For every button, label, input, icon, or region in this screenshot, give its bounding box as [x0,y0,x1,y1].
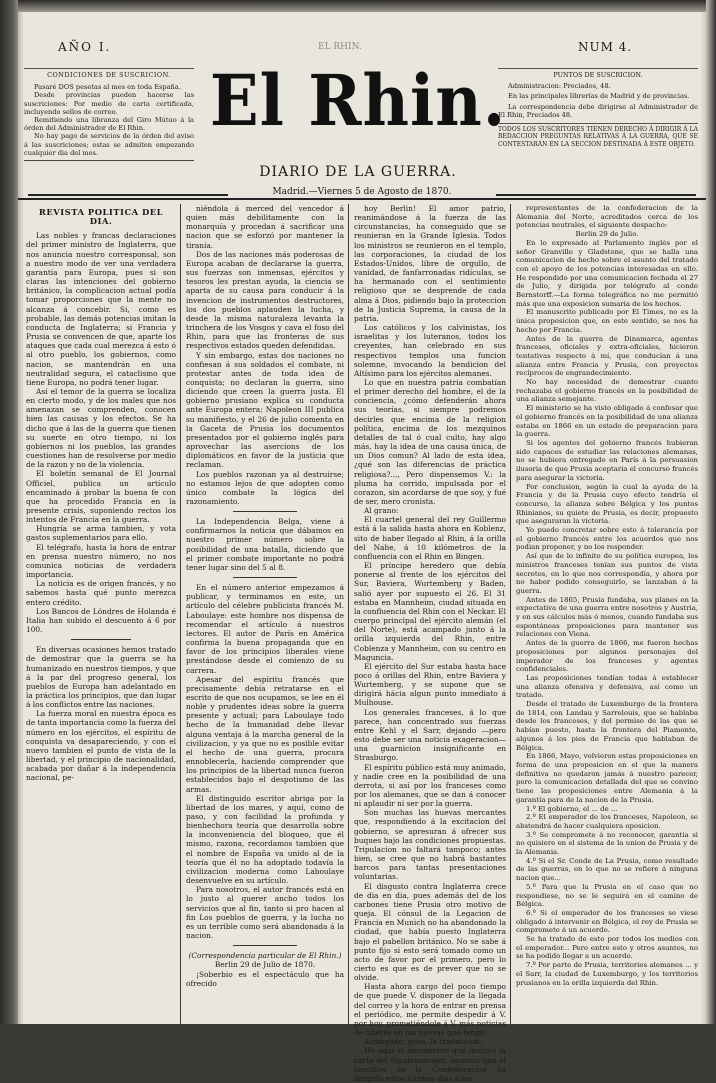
paragraph: El espíritu público está muy animado, y nadie cree en la posibilidad de una derrota, si así por los franceses como por los alemanes, que se dan á conocer ni aplaudir ni ser por la guerra. [354,762,506,809]
year-label: AÑO I. [58,40,112,54]
article-columns [18,204,706,1083]
paragraph: En 1866, Mayo, volvieron estas proposiciones en forma de una proposicion en el que la manera definitiva no quedaron jamás á nuestro parecer, pero la comunicacion detallada del que se convino tiene las proposiciones entre Alemania á la garantía para de la nacion de la Prusia. [516,752,698,804]
newspaper-page [18,12,706,1083]
paragraph: 5.º Para que la Prusia en el caso que no respondiese, no se le seguirá en el camino de Bélgica. [516,882,698,909]
paragraph: Antes de la guerra de 1866, me fueron hechas proposiciones por algunos personajes del imperador de los franceses y agentes confidenciales. [516,639,698,674]
paragraph: La fuerza moral en nuestra época es de tanta importancia como la fuerza del número en los ejércitos, el espíritu de conquista va desapareciendo, y con el nuevo tambien el punto de vista de la libertad, y el principio de nacionalidad, acabada por dañar á la independencia nacional, pe- [26,709,176,783]
bleed-through-text: EL RHIN. [318,42,362,52]
paragraph: El cuartel general del rey Guillermo está á la salida hasta ahora en Koblenz, sito de haber llegado al Rhin, á la orilla del Nahe, á 10 kilómetros de la confluencia con el Rhin en Bingen. [354,515,506,561]
section-divider [71,639,131,640]
dispatch-date: Berlin 29 de Julio. [575,230,639,239]
paragraph: El telégrafo, hasta la hora de entrar en prensa nuestro número, no nos comunica noticias de verdadera importancia. [26,542,176,580]
paragraph: El ministerio se ha visto obligado á confesar que el gobierno francés en la posibilidad de una alianza estaba en 1866 en un estado de preparacion para la guerra. [516,404,698,439]
paragraph: Si los agentes del gobierno francés hubieran sido capaces de estudiar las relaciones alemanas, no se hubiera entregado en París á la persuasion ilusoria de que Prusia aceptaria el concurso francés para asegurar la victoria. [516,438,698,482]
paragraph: El manuscrito publicado por El Times, no es la única proposicion que, en este sentido, se nos ha hecho por Francia. [516,308,698,334]
subscription-line: Remitiendo una libranza del Giro Mútuo á la órden del Administrador de El Rhin. [24,116,194,133]
correspondence-heading: (Correspondencia particular de El Rhin.) [188,951,342,961]
paragraph: Al grano: [364,506,399,516]
paragraph: Yo puedo concretar sobre esto á tolerancia por el gobierno francés entre los acuerdos que nos podian proponer, y no los responder. [516,526,698,552]
section-divider [233,945,296,946]
paragraph: La Independencia Belga, viene á confirmarnos la noticia que dábamos en nuestro primer número sobre la posibilidad de una batalla, diciendo que el primer combate importante no podrá tener lugar sino del 5 al 8. [186,517,344,572]
column-rule [180,204,181,1024]
section-divider [233,577,296,578]
points-line: Administracion: Preciados, 48. [508,82,611,91]
paragraph: He aquí el documento que incluyó la carta del Staatsanzeiger, anuncia que el canciller de la Confederacion ha dirigido estos últimos dias á los [354,1046,506,1083]
paragraph: Antes de la guerra de Dinamarca, agentes franceses, oficiales y extra-oficiales, hicieron tentativas respecto á mí, que conducían á una alianza entre Francia y Prusia, con proyectos recíprocos de engrandecimiento. [516,334,698,378]
correspondence-date: Berlin 29 de Julio de 1870. [214,960,316,970]
paragraph: Las nobles y francas declaraciones del primer ministro de Inglaterra, que nos anuncia nuestro corresponsal, son a nuestro modo de ver una verdadera garantía para Europa, pues si son claras las intenciones del gobierno británico, la complicacion actual podía tomar proporciones que la mente no alcanza á concebir. Si, como es probable, las demás potencias imitan la conducta de Inglaterra; si Francia y Prusia se convencen de que, aparte los ataques que cada cual merezca á esto ó al otro pueblo, los gobiernos, como nacion, se mantendrán en una neutralidad segura, el cataclismo que tiene Europa, no podrá tener lugar. [26,231,176,387]
scan-edge-right [706,0,716,1024]
subscription-line: Desde provincias pueden hacerse las suscriciones: Por medio de carta certificada, incluyendo sellos de correo. [24,91,194,116]
paragraph: El ejército del Sur estaba hasta hace poco á orillas del Rhin, entre Baviera y Wurtemberg, y se supone que se dirigirá hácia algun punto inmediato á Mulhouse. [354,661,506,708]
paragraph: Para nosotros, el autor francés está en lo justo al querer ancho todos los servicios que al fin, tanto si pro hacen al fin Los pueblos de guerra, y la lucha no es un terrible como será abandonada á la nacion. [186,885,344,941]
column-rule [348,204,349,1024]
subscription-points [498,50,698,190]
column-rule [510,204,511,1024]
paragraph: Son muchas las huevas mercantes que, respondiendo á la excitacion del gobierno, se apresuran á ofrecer sus buques bajo las condiciones propuestas. Tripulacion no faltará tampoco; antes bien, se cree que no habrá bastantes barcos para tantas presentaciones voluntarias. [354,808,506,882]
paragraph: El disgusto contra Inglaterra crece de dia en dia, pues además del de los carbones tiene Prusia otro motivo de queja. El cónsul de la Legacion de Francia en Munich no ha abandonado la ciudad, que había puesto Inglaterra bajo el pabellon británico. No se sabe á punto fijo si esto será tomado como un acto de favor por el primero, pero lo cierto es que es de prever que no se olvide. [354,881,506,983]
paragraph: Así que de lo infinito de su política europea, los ministros franceses tenían sus puntos de vista secretos, en lo que nos correspondía, y ahora por no haber podido conseguirlo, se lanzaban á la guerra. [516,552,698,595]
issue-number: NUM 4. [578,40,633,54]
paragraph: Por conclusion, según la cual la ayuda de la Francia y de la Prusia cuyo efecto tendría el concurso, la alianza sobre Bélgica y los puntos Rhinianos, su quiete de Prusia, es decir, propuesto que aseguraran la victoria. [516,482,698,526]
dateline-text: Madrid.—Viernes 5 de Agosto de 1870. [272,187,452,197]
paragraph: El príncipe heredero que debía ponerse al frente de los ejércitos del Sur, Baviera, Wurtemberg y Baden, salió ayer por supuesto el 26. El 31 estaba en Mannheim, ciudad situada en la confluencia del Rhin con el Neckar. El cuerpo principal del ejército alemán (el del Norte), está acampado junto á la orilla izquierda del Rhin, entre Coblenza y Mannheim, con su centro en Maguncia. [354,561,506,662]
dateline-rule-left [28,194,228,196]
paragraph: En el número anterior empezamos á publicar, y terminamos en este, un artículo del célebre publicista francés M. Laboulaye: este hombre nos dispensa de recomendar el artículo á nuestros lectores. El autor de París en América confirma la buena propaganda que en favor de los principios liberales viene prestándose desde el comienzo de su carrera. [186,583,344,675]
dateline [18,186,706,200]
political-review-heading: REVISTA POLITICA DEL DIA. [38,207,164,227]
paragraph: 3.º Se compromete á no reconocer, garantía si no quisiere en el sistema de la union de Prusia y de la Alemania. [516,830,698,857]
paragraph: Las proposiciones tendían todas á establecer una alianza ofensiva y defensiva, así como un tratado. [516,673,698,700]
section-divider [233,511,296,512]
column-4 [512,204,702,1024]
column-2 [182,204,348,1024]
subscription-conditions [24,50,194,190]
paragraph: 6.º Si el emperador de los franceses se viese obligado á intervenir en Bélgica, el rey de Prusia se compromete á un acuerdo. [516,908,698,935]
paragraph: Desde el tratado de Luxemburgo de la frontera de 1814, con Landau y Sarrelouis, que se hablaba desde los franceses, y del permiso de las que se habían puesto, hasta la frontera del Piamonte, algunos á los pies de Francia que hablaban de Bélgica. [516,700,698,752]
paragraph: Hasta ahora cargo del poco tiempo de que puede V. disponer de la llegada del correo y la hora de entrar en prensa el periódico, me permite despedir á V. por hoy, prometiéndole á V. más noticias de interés en las nuevas que tengo. [354,982,506,1038]
paragraph: En diversas ocasiones hemos tratado de demostrar que la guerra se ha humanizado en nuestros tiempos, y que á la par del progreso general, los pueblos de Europa han adelantado en la práctica los principios, que dan lugar á los conflictos entre las naciones. [26,645,176,710]
scan-edge-left [0,0,18,1024]
subscription-line: No hay pago de servicios de la órden del aviso á las suscriciones; estas se admiten empezando cualquier dia del mes. [24,132,194,157]
divider [24,160,194,161]
paragraph: El boletín semanal de El Journal Officiel, publica un artículo encaminado á probar la buena fe con que ha procedido Francia en la presente crisis, suponiendo rectos los intentos de Francia en la guerra. [26,469,176,525]
paragraph: El distinguido escritor abriga por la libertad de los mares, y aquí, como de paso, y con facilidad la profunda y bienhechora teoría que desarrolla sobre la inconveniencia del bloqueo, que él mismo, razona, recordamos tambien que el nombre de España va unido al de la teoría que él no ha adoptado todavía la civilizacion moderna como Laboulaye desenvuelve en su artículo. [186,793,344,886]
paragraph: 7.º Por parte de Prusia, territorios alemanes ... y el Sarr, la ciudad de Luxemburgo, y los territorios prusianos en la orilla izquierda del Rhin. [516,961,698,987]
points-notice: TODOS LOS SUSCRITORES TIENEN DERECHO Á DIRIGIR Á LA REDACCION PREGUNTAS RELATIVAS Á LA GUERRA, QUE SE CONTESTARÁN EN LA SECCION DESTINADA Á ESTE OBJETO. [498,123,698,148]
paragraph: Dos de las naciones más poderosas de Europa acaban de declararse la guerra, sus fuerzas son inmensas, ejércitos y tesoros les prestan ayuda, la ciencia se aparta de su causa para conducir á la invencion de instrumentos destructores, los dos pueblos aplauden la lucha, y desde la misma naturaleza levanta la trinchera de los Vosgos y cava el foso del Rhin, para que las fronteras de sus respectivos estados queden defendidas. [186,249,344,351]
paragraph: hoy Berlin! El amor patrio, reanimándose á la fuerza de las circunstancias, ha conseguido que se reunieran en la Grande Iglesia. Todos los ministros se reunieron en el templo, las corporaciones, la ciudad de los Estados-Unidos, libre de orgullo, de vanidad, de fanfarronadas ridículas, se ha hermanado con el sentimiento religioso que se desprende de cada alma á Dios, pidiendo bajo la proteccion de la Justicia Suprema, la causa de la patria. [354,204,506,323]
paragraph: Se ha tratado de esto por todos los medios con el emperador... Pero entre esto y otros asuntos, no se ha podido llegar a un acuerdo. [516,935,698,961]
newspaper-subtitle: DIARIO DE LA GUERRA. [259,164,457,180]
subscription-line: Pasaré DOS pesetas al mes en toda España. [34,83,181,92]
column-1 [22,204,180,1024]
paragraph: La noticia es de origen francés, y no sabemos hasta qué punto merezca entero crédito. [26,579,176,607]
paragraph: ¡Soberbio es el espectáculo que ha ofrecido [186,969,344,988]
paragraph: Acompaño, pues, la traduccion. [364,1037,483,1047]
paragraph: Los pueblos razonan ya al destruirse; no estamos lejos de que adopten como único combate la lógica del razonamiento. [186,469,344,506]
paragraph: 1.º El gobierno, el ... de ... [526,804,618,813]
paragraph: Los Bancos de Lóndres de Holanda é Italia han subido el descuento á 6 por 100. [26,606,176,635]
scan-edge-top [0,0,716,12]
paragraph: No hay necesidad de demostrar cuanto rechazaba el gobierno francés en la posibilidad de una alianza semejante. [516,378,698,404]
subscription-heading: CONDICIONES DE SUSCRICION. [24,68,194,79]
paragraph: Así el temor de la guerra se localiza en cierto modo, y de los males que nos amenazan se comprenden, conocen bien las causas y los efectos. Se ha dicho que á las de la guerra que tienen su suerte en otro tiempo, ni los gobiernos ni los pueblos, las grandes cuestiones han de resolverse por medio de la razon y no de la violencia. [26,386,176,470]
paragraph: 2.º El emperador de los franceses, Napoleon, se abstendrá de hacer cualquiera oposicion. [516,813,698,830]
points-line: La correspondencia debe dirigirse al Administrador de El Rhin, Preciados 48. [498,102,698,119]
dateline-rule-right [496,194,696,196]
paragraph: Apesar del espíritu francés que precisamente debía retratarse en el escrito de que nos ocupamos, se lee en él noble y prudentes ideas sobre la guerra presente y actual; para Laboulaye todo hecho de la humanidad debe llevar alguna ventaja á la marcha general de la civilizacion, y ya que no es posible evitar el hecho de una guerra, procura ennoblecerla, haciendo comprender que los principios de la libertad nunca fueron establecidos bajo el despotismo de las armas. [186,674,344,794]
column-3 [350,204,510,1083]
newspaper-title: El Rhin. [209,60,507,143]
points-line: En las principales librerías de Madrid y de provincias. [508,92,690,101]
paragraph: 4.º Si el Sr. Conde de La Prusia, como resultado de las guerras, en lo que no se refiere á ninguna nacion que... [516,856,698,883]
masthead [18,12,706,192]
paragraph: En lo expresado al Parlamento inglés por el señor Granville y Gladstone, que se halla una comunicacion de hecho sobre el asunto del tratado con el apoyo de los potencias interesadas en ello. He respondido por una comunicacion fechada el 27 de Julio, y dirigida por telégrafo al conde Bernstorff.—La forma telegráfica no me permitió más que una exposicion sumaria de los hechos. [516,238,698,308]
paragraph: Hungría se arma tambien, y vota gastos suplementarios para ello. [26,524,176,543]
points-heading: PUNTOS DE SUSCRICION. [498,68,698,79]
paragraph: Los católicos y los calvinistas, los israelitas y los luteranos, todos los creyentes, han celebrado en sus respectivos templos una funcion solemne, invocando la bendicion del Altísimo para los ejércitos alemanes. [354,323,506,378]
paragraph: Los generales franceses, á lo que parece, han concentrado sus fuerzas entre Kehl y el Sarr, dejando —pero esto debe ser una noticia exageracion— una guarnicion insignificante en Strasburgo. [354,707,506,763]
paragraph: Y sin embargo, estas dos naciones no confiesan á sus soldados el combate, ni protestar antes de toda idea de conquista; no declaran la guerra, sino diciendo que creen la guerra justa. El gobierno prusiano explica su conducta ante Europa entera; Napoleon III publica su manifiesto, y el 26 de julio comenta en la Gaceta de Prusia los documentos presentados por el gobierno inglés para aprovechar las asercions de los diplomáticos en favor de la justicia que reclaman. [186,350,344,470]
paragraph: Lo que en nuestra patria combatían el primer derecho del hombre, el de la conciencia, ¿cómo defenderán ahora sus teorías, si siempre podremos decirles que encima de la religion política, encima de los mezquinos detalles de tal ó cual culto, hay algo más, hay la idea de una causa única, de un Dios comun? Al lado de esta idea, ¿qué son las diferencias de práctica religiosa?..., Pero dispensemos V.: la pluma ha corrido, impulsada por el corazon, sin acordarse de que soy, y fué de ser, mero cronista. [354,377,506,506]
paragraph: Antes de 1865, Prusia fundaba, sus planes en la expectativa de una guerra entre nosotros y Austria, y en sus cálculos más ó menos, cuando fundaba sus espontáneas proposiciones para mantener sus relaciones con Viena. [516,595,698,639]
paragraph: niéndola á merced del vencedor á quien más debilitamente con la monarquía y procedan á sacrificar una nacion que se esforzó por mantener la tiranía. [186,204,344,250]
paragraph: representantes de la confederacion de la Alemania del Norte, acreditados cerca de los potencias neutrales, el siguiente despacho: [516,204,698,230]
